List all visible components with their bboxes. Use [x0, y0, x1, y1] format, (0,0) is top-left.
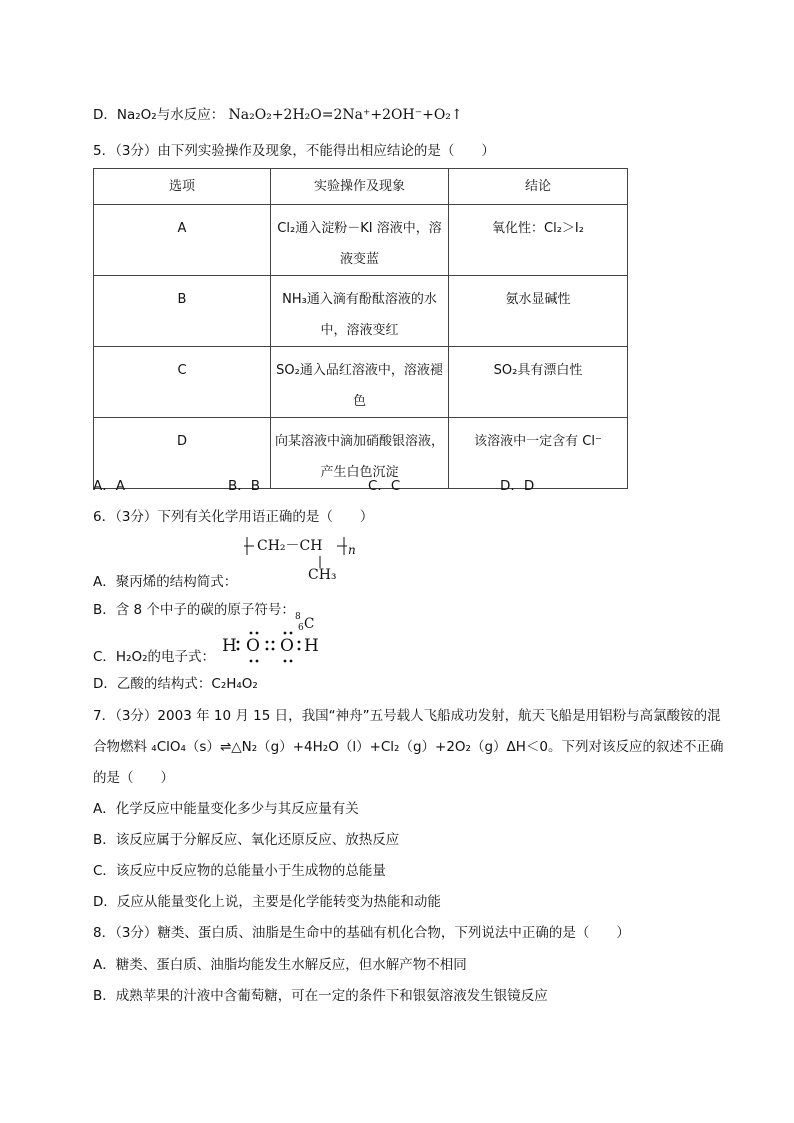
row-operation-line2: 液变蓝	[339, 252, 379, 267]
isotope-mass-number: 8	[294, 612, 301, 622]
q6-option-b	[93, 600, 315, 633]
row-conclusion: SO₂具有漂白性	[449, 347, 628, 418]
row-operation	[271, 205, 449, 276]
q5-stem: 5．（3分）由下列实验操作及现象，不能得出相应结论的是（ ）	[93, 143, 495, 159]
row-conclusion: 氨水显碱性	[449, 276, 628, 347]
polymer-subscript-n: n	[348, 543, 356, 557]
electron-formula-o2: O	[280, 636, 294, 656]
row-operation	[271, 276, 449, 347]
q6-option-c-label: C．H₂O₂的电子式：	[93, 649, 216, 665]
q5-choice-b: B．B	[228, 478, 261, 494]
row-operation	[271, 418, 449, 489]
row-option: B	[94, 276, 271, 347]
q4-option-d-label: D．Na₂O₂与水反应：	[93, 107, 225, 123]
table-header-conclusion: 结论	[449, 169, 628, 205]
q7-option-c: C．该反应中反应物的总能量小于生成物的总能量	[93, 863, 386, 879]
table-row	[94, 418, 628, 489]
polymer-branch-methyl: CH₃	[308, 567, 337, 583]
row-conclusion: 氧化性：Cl₂＞I₂	[449, 205, 628, 276]
q5-choice-d: D．D	[500, 478, 535, 494]
electron-formula-o1: O	[246, 636, 260, 656]
q4-option-d	[93, 105, 463, 125]
table-row	[94, 205, 628, 276]
isotope-element: C	[303, 616, 315, 632]
electron-formula-h-right: H	[304, 636, 319, 656]
q5-choice-a: A．A	[93, 478, 125, 494]
h2o2-electron-formula	[222, 630, 322, 666]
table-header-option: 选项	[94, 169, 271, 205]
row-option: C	[94, 347, 271, 418]
polypropylene-structure	[244, 534, 364, 588]
row-operation-line2: 中，溶液变红	[320, 323, 399, 338]
electron-formula-h-left: H	[222, 636, 237, 656]
q5-choice-c: C．C	[368, 478, 401, 494]
q7-option-a: A．化学反应中能量变化多少与其反应量有关	[93, 801, 359, 817]
row-operation	[271, 347, 449, 418]
electron-dots	[222, 630, 322, 666]
q7-stem-line1: 7．（3分）2003 年 10 月 15 日，我国“神舟”五号载人飞船成功发射，航天飞船是用铝粉与高氯酸铵的混	[93, 708, 721, 724]
row-operation-line1: NH₃通入滴有酚酞溶液的水	[282, 292, 437, 307]
row-operation-line2: 色	[352, 394, 366, 409]
q7-option-b: B．该反应属于分解反应、氧化还原反应、放热反应	[93, 832, 400, 848]
row-option: D	[94, 418, 271, 489]
row-operation-line2: 产生白色沉淀	[320, 465, 399, 480]
row-operation-line1: Cl₂通入淀粉－KI 溶液中，溶	[277, 221, 442, 236]
polymer-main-chain: CH₂－CH	[257, 538, 323, 554]
q8-stem: 8．（3分）糖类、蛋白质、油脂是生命中的基础有机化合物，下列说法中正确的是（ ）	[93, 925, 630, 941]
table-header-row	[94, 169, 628, 205]
q7-stem-line2: 合物燃料 ₄ClO₄（s）⇌△N₂（g）+4H₂O（l）+Cl₂（g）+2O₂（g）ΔH＜0。下列对该反应的叙述不正确	[93, 739, 724, 755]
row-option: A	[94, 205, 271, 276]
q5-table	[93, 168, 628, 489]
q6-option-b-label: B．含 8 个中子的碳的原子符号：	[93, 602, 295, 618]
q4-option-d-equation: Na₂O₂+2H₂O=2Na⁺+2OH⁻+O₂↑	[228, 107, 463, 123]
table-header-operation: 实验操作及现象	[271, 169, 449, 205]
q6-option-a: A．聚丙烯的结构简式：	[93, 574, 238, 590]
row-operation-line1: SO₂通入品红溶液中，溶液褪	[276, 363, 443, 378]
table-row	[94, 347, 628, 418]
q6-option-d: D．乙酸的结构式：C₂H₄O₂	[93, 676, 258, 692]
q8-option-a: A．糖类、蛋白质、油脂均能发生水解反应，但水解产物不相同	[93, 957, 467, 973]
q8-option-b: B．成熟苹果的汁液中含葡萄糖，可在一定的条件下和银氨溶液发生银镜反应	[93, 988, 548, 1004]
row-operation-line1: 向某溶液中滴加硝酸银溶液，	[275, 434, 445, 449]
row-conclusion: 该溶液中一定含有 Cl⁻	[449, 418, 628, 489]
table-row	[94, 276, 628, 347]
q6-stem: 6．（3分）下列有关化学用语正确的是（ ）	[93, 509, 374, 525]
isotope-atomic-number: 6	[297, 623, 304, 633]
q7-option-d: D．反应从能量变化上说，主要是化学能转变为热能和动能	[93, 894, 441, 910]
q7-stem-line3: 的是（ ）	[93, 770, 174, 786]
